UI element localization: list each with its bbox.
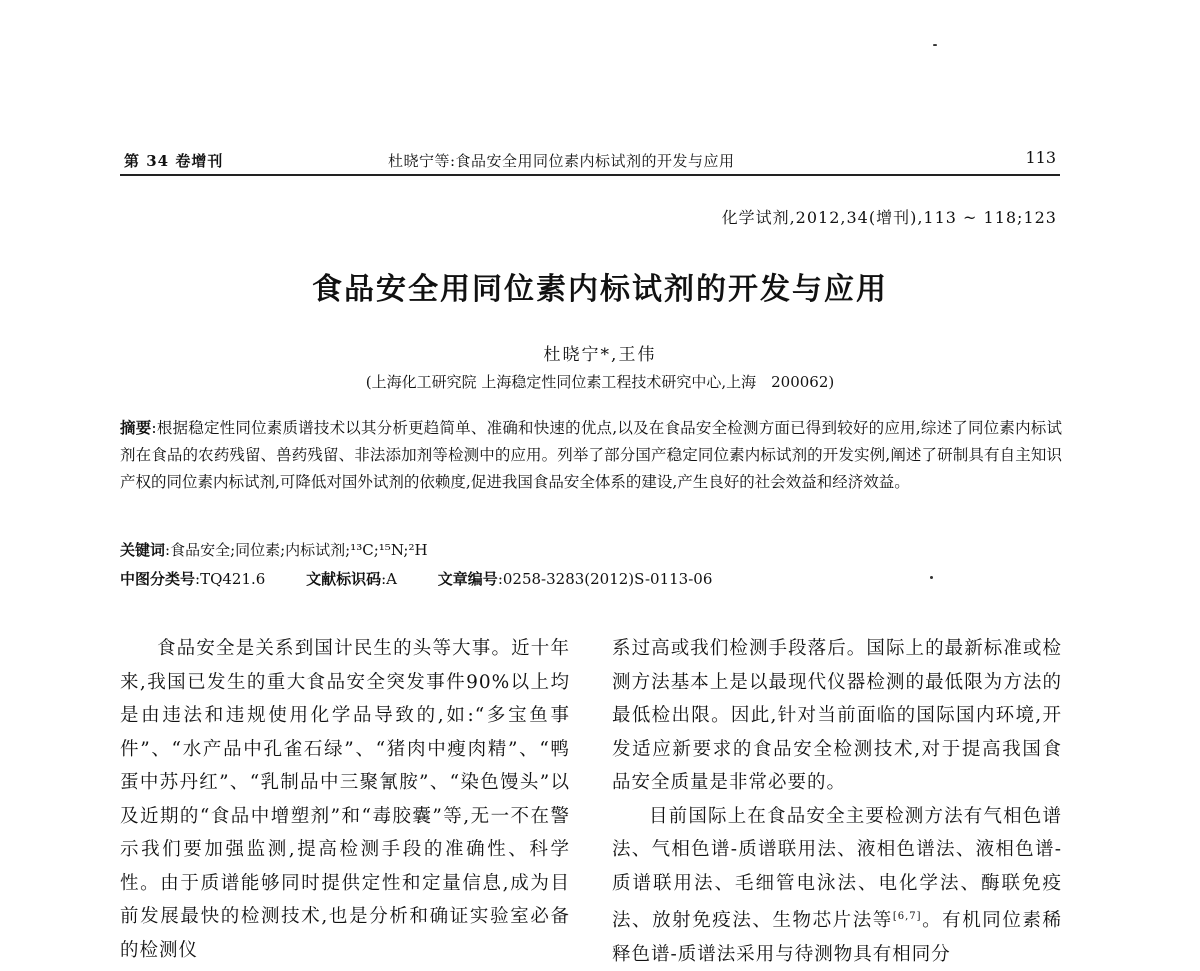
abstract-label: 摘要 — [120, 418, 151, 437]
clc-number — [120, 570, 265, 588]
body-left-column — [120, 632, 570, 967]
article-value: :0258-3283(2012)S-0113-06 — [498, 570, 713, 588]
keywords-text: :食品安全;同位素;内标试剂;¹³C;¹⁵N;²H — [165, 541, 428, 559]
journal-volume: 第 34 卷增刊 — [124, 150, 223, 171]
paragraph-text: 目前国际上在食品安全主要检测方法有气相色谱法、气相色谱-质谱联用法、液相色谱法、液相色谱-质谱联用法、毛细管电泳法、电化学法、酶联免疫法、放射免疫法、生物芯片法等 — [612, 806, 1062, 932]
scan-speck — [930, 576, 933, 579]
body-right-column — [612, 632, 1062, 971]
clc-value: :TQ421.6 — [195, 570, 265, 588]
body-paragraph — [612, 800, 1062, 971]
keywords — [120, 539, 428, 560]
doc-code — [306, 570, 397, 588]
clc-label: 中图分类号 — [120, 570, 195, 588]
paper-title: 食品安全用同位素内标试剂的开发与应用 — [0, 264, 1200, 308]
affiliation: (上海化工研究院 上海稳定性同位素工程技术研究中心,上海 200062) — [0, 371, 1200, 392]
authors: 杜晓宁*,王伟 — [0, 340, 1200, 365]
doc-label: 文献标识码 — [306, 570, 381, 588]
body-paragraph: 食品安全是关系到国计民生的头等大事。近十年来,我国已发生的重大食品安全突发事件90%以上均是由违法和违规使用化学品导致的,如:“多宝鱼事件”、“水产品中孔雀石绿”、“猪肉中瘦肉精”、“鸭蛋中苏丹红”、“乳制品中三聚氰胺”、“染色馒头”以及近期的“食品中增塑剂”和“毒胶囊”等,无一不在警示我们要加强监测,提高检测手段的准确性、科学性。由于质谱能够同时提供定性和定量信息,成为目前发展最快的检测技术,也是分析和确证实验室必备的检测仪 — [120, 632, 570, 967]
doc-value: :A — [381, 570, 397, 588]
paragraph-text: 。有机同位素稀释色谱-质谱法采用与待测物具有相同分 — [612, 910, 1062, 965]
scan-speck — [933, 44, 937, 46]
header-rule — [120, 174, 1060, 176]
reference-citation: [6,7] — [893, 911, 922, 922]
article-number — [438, 570, 713, 588]
running-title: 杜晓宁等:食品安全用同位素内标试剂的开发与应用 — [388, 150, 735, 171]
abstract-text: :根据稳定性同位素质谱技术以其分析更趋简单、准确和快速的优点,以及在食品安全检测方面已得到较好的应用,综述了同位素内标试剂在食品的农药残留、兽药残留、非法添加剂等检测中的应用。列举了部分国产稳定同位素内标试剂的开发实例,阐述了研制具有自主知识产权的同位素内标试剂,可降低对国外试剂的依赖度,促进我国食品安全体系的建设,产生良好的社会效益和经济效益。 — [120, 419, 1062, 491]
citation: 化学试剂,2012,34(增刊),113 ~ 118;123 — [722, 205, 1057, 228]
classification-line — [120, 568, 748, 589]
abstract — [120, 414, 1062, 496]
page-number: 113 — [1025, 148, 1056, 167]
keywords-label: 关键词 — [120, 541, 165, 559]
article-label: 文章编号 — [438, 570, 498, 588]
body-paragraph: 系过高或我们检测手段落后。国际上的最新标准或检测方法基本上是以最现代仪器检测的最低限为方法的最低检出限。因此,针对当前面临的国际国内环境,开发适应新要求的食品安全检测技术,对于提高我国食品安全质量是非常必要的。 — [612, 632, 1062, 800]
